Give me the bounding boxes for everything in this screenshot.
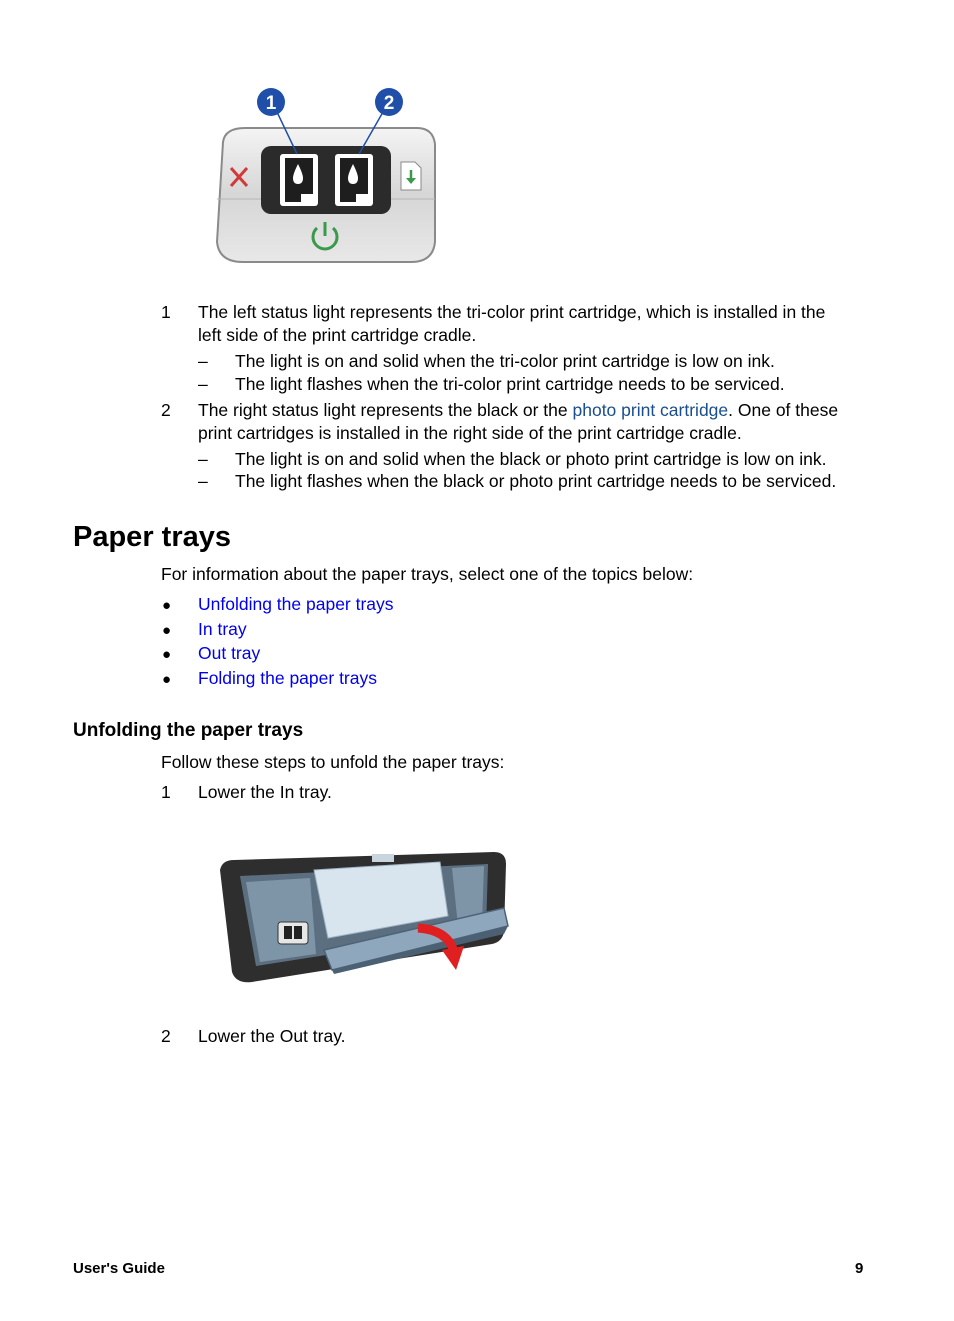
- page-number: 9: [855, 1260, 864, 1277]
- topic-link-unfolding[interactable]: Unfolding the paper trays: [198, 594, 394, 614]
- printer-in-tray-figure: [212, 842, 512, 987]
- list-item-text: print cartridges is installed in the right side of the print cartridge cradle.: [198, 423, 742, 443]
- topic-link-folding[interactable]: Folding the paper trays: [198, 668, 377, 688]
- step-number: 1: [161, 782, 171, 802]
- dash-marker: –: [198, 471, 208, 491]
- text-after-link: . One of these: [728, 400, 839, 420]
- bullet-icon: ●: [162, 671, 172, 688]
- bullet-icon: ●: [162, 597, 172, 614]
- resume-page-icon: [401, 162, 421, 190]
- sub-bullet-text: The light is on and solid when the black or photo print cartridge is low on ink.: [235, 449, 827, 469]
- subsection-intro: Follow these steps to unfold the paper trays:: [161, 752, 505, 772]
- callout-1-label: 1: [265, 93, 277, 114]
- sub-bullet-text: The light flashes when the tri-color print cartridge needs to be serviced.: [235, 374, 785, 394]
- text-before-link: The right status light represents the black or the: [198, 400, 573, 420]
- topic-link-out-tray[interactable]: Out tray: [198, 643, 261, 663]
- dash-marker: –: [198, 449, 208, 469]
- list-item-text: [198, 399, 838, 422]
- control-panel-figure: [205, 82, 445, 267]
- printer-illustration: [212, 842, 512, 987]
- printer-control-panel-icon: [278, 922, 308, 944]
- list-item-text: The left status light represents the tri-color print cartridge, which is installed in the: [198, 302, 826, 322]
- callout-2-label: 2: [383, 93, 395, 114]
- list-item-number: 1: [161, 302, 171, 322]
- list-item-number: 2: [161, 400, 171, 420]
- bullet-icon: ●: [162, 622, 172, 639]
- sub-bullet-text: The light flashes when the black or photo print cartridge needs to be serviced.: [235, 471, 837, 491]
- subsection-heading: Unfolding the paper trays: [73, 720, 304, 741]
- dash-marker: –: [198, 351, 208, 371]
- footer-title: User's Guide: [73, 1260, 165, 1277]
- photo-print-cartridge-link[interactable]: photo print cartridge: [572, 400, 729, 420]
- sub-bullet-text: The light is on and solid when the tri-color print cartridge is low on ink.: [235, 351, 775, 371]
- list-item-text: left side of the print cartridge cradle.: [198, 325, 477, 345]
- step-text: Lower the Out tray.: [198, 1026, 346, 1046]
- step-text: Lower the In tray.: [198, 782, 332, 802]
- section-intro: For information about the paper trays, select one of the topics below:: [161, 564, 694, 584]
- section-heading: Paper trays: [73, 521, 231, 553]
- dash-marker: –: [198, 374, 208, 394]
- bullet-icon: ●: [162, 646, 172, 663]
- step-number: 2: [161, 1026, 171, 1046]
- topic-link-in-tray[interactable]: In tray: [198, 619, 247, 639]
- control-panel-illustration: [205, 82, 445, 267]
